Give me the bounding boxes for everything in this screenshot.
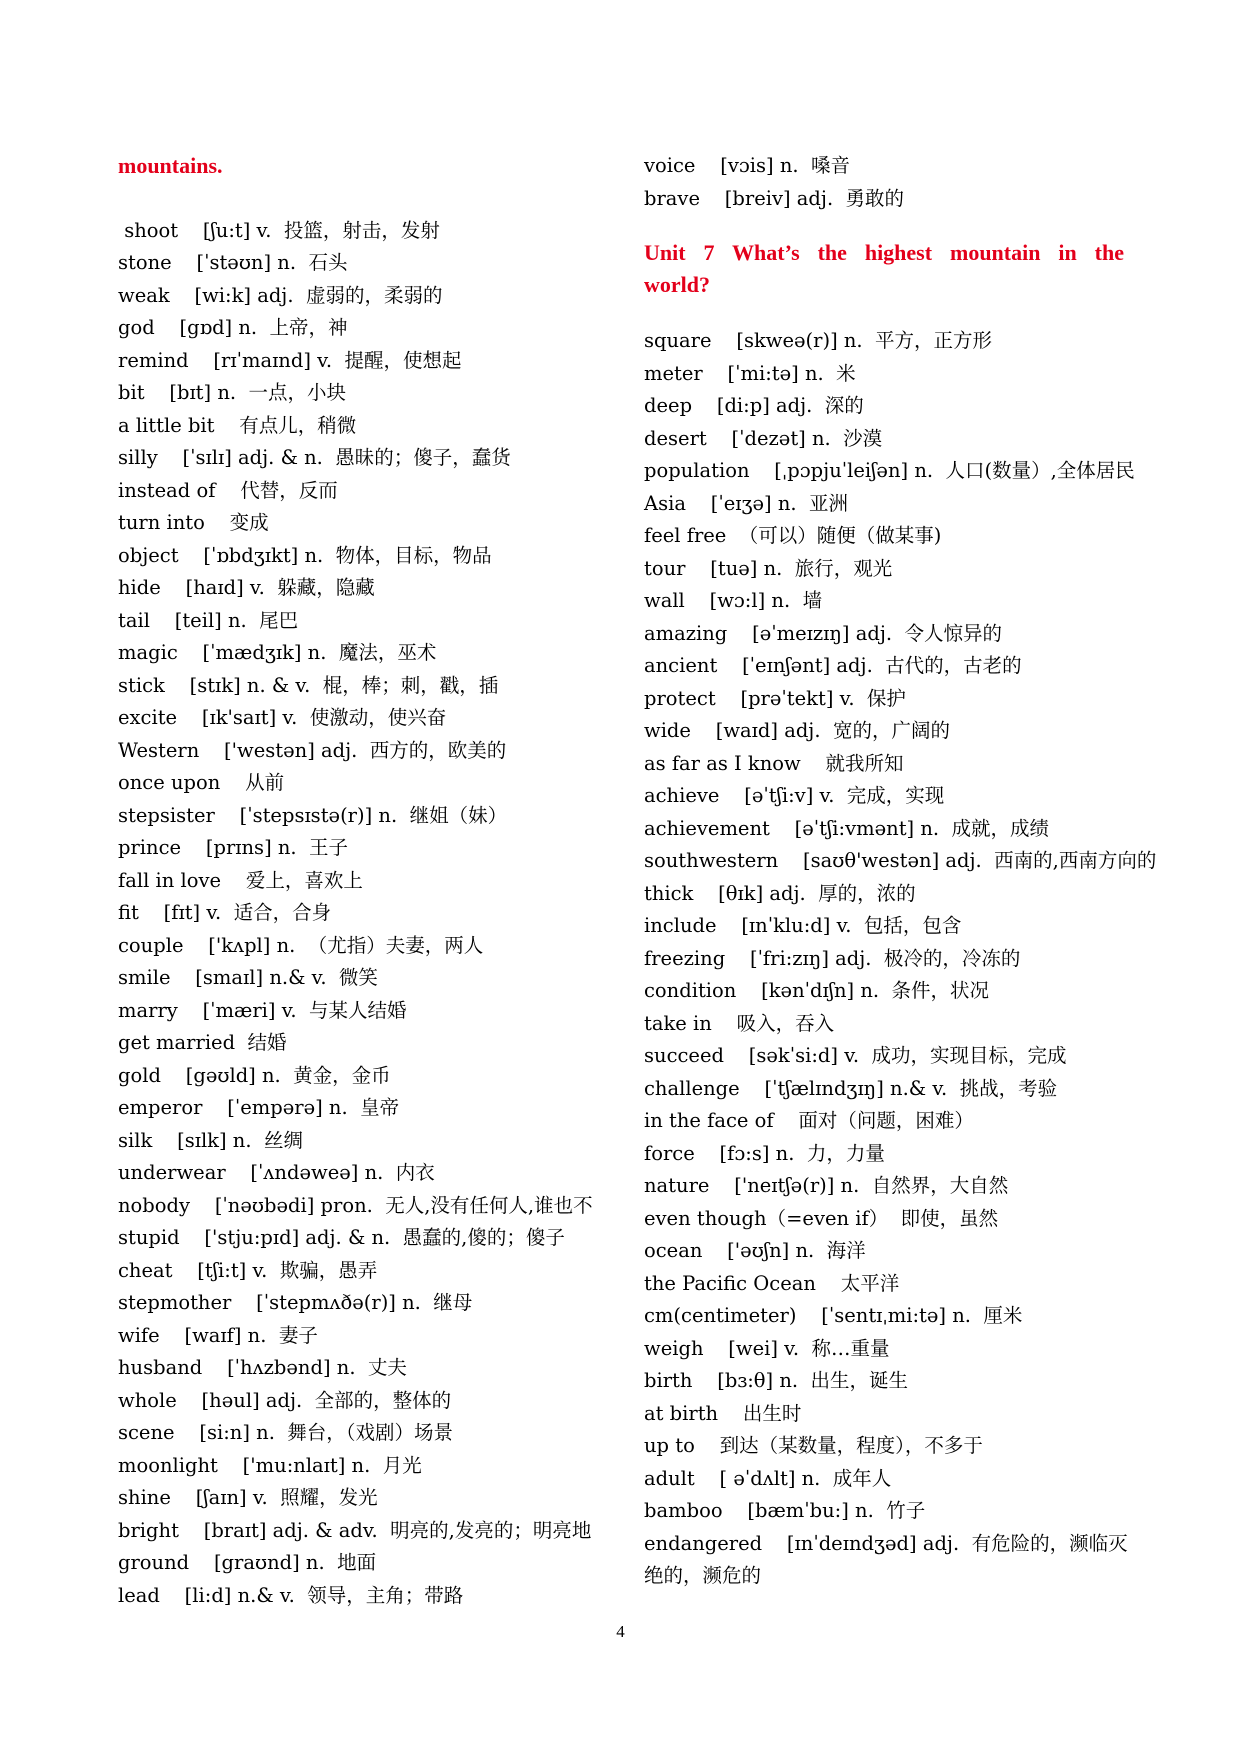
vocabulary-entry: wide [waɪd] adj. 宽的，广阔的 (644, 719, 950, 742)
page-number: 4 (616, 1622, 625, 1641)
vocabulary-entry: tail [teil] n. 尾巴 (118, 608, 299, 632)
right-column (644, 150, 1157, 1593)
vocabulary-entry: a little bit 有点儿，稍微 (118, 413, 357, 437)
vocabulary-list-right-top (644, 150, 1144, 215)
vocabulary-entry: underwear [ˈʌndəweə] n. 内衣 (118, 1161, 435, 1184)
vocabulary-entry: moonlight ['mu:nlaɪt] n. 月光 (118, 1453, 422, 1477)
vocabulary-entry: thick [θɪk] adj. 厚的，浓的 (644, 881, 916, 905)
vocabulary-entry: even though（=even if） 即使，虽然 (644, 1206, 999, 1230)
spacer (644, 301, 1144, 325)
vocabulary-entry: lead [li:d] n.& v. 领导，主角；带路 (118, 1583, 464, 1607)
vocabulary-entry: hide [haɪd] v. 躲藏，隐藏 (118, 576, 375, 599)
vocabulary-entry: smile [smaɪl] n.& v. 微笑 (118, 966, 378, 989)
vocabulary-entry: stepmother [ˈstepmʌðə(r)] n. 继母 (118, 1291, 473, 1314)
vocabulary-entry: bamboo [bæmˈbu:] n. 竹子 (644, 1499, 926, 1522)
vocabulary-entry: population [ˌpɔpjuˈleiʃən] n. 人口(数量）,全体居民 (644, 459, 1135, 482)
vocabulary-entry: stone [ˈstəʊn] n. 石头 (118, 251, 348, 274)
vocabulary-entry: remind [rɪˈmaɪnd] v. 提醒，使想起 (118, 348, 462, 372)
vocabulary-entry: up to 到达（某数量，程度），不多于 (644, 1434, 983, 1457)
vocabulary-entry: weigh [wei] v. 称…重量 (644, 1336, 890, 1360)
vocabulary-entry: emperor [ˈempərə] n. 皇帝 (118, 1096, 400, 1119)
vocabulary-entry: achievement [əˈtʃi:vmənt] n. 成就，成绩 (644, 816, 1050, 840)
vocabulary-entry: cheat [tʃi:t] v. 欺骗，愚弄 (118, 1258, 378, 1282)
vocabulary-entry: stepsister [ˈstepsɪstə(r)] n. 继姐（妹） (118, 803, 508, 827)
vocabulary-entry: fit [fɪt] v. 适合，合身 (118, 901, 332, 924)
vocabulary-entry: shoot [ʃu:t] v. 投篮，射击，发射 (118, 218, 440, 242)
vocabulary-entry: god [gɒd] n. 上帝，神 (118, 316, 348, 339)
vocabulary-entry: as far as I know 就我所知 (644, 751, 904, 775)
vocabulary-list-left (118, 215, 618, 1613)
vocabulary-entry: excite [ɪk'saɪt] v. 使激动，使兴奋 (118, 706, 447, 729)
vocabulary-entry: square [skweə(r)] n. 平方，正方形 (644, 329, 993, 352)
vocabulary-entry: nature ['neɪtʃə(r)] n. 自然界，大自然 (644, 1174, 1009, 1197)
vocabulary-entry: take in 吸入，吞入 (644, 1011, 835, 1035)
vocabulary-entry: couple ['kʌpl] n. （尤指）夫妻，两人 (118, 933, 484, 957)
vocabulary-entry: marry [ˈmæri] v. 与某人结婚 (118, 998, 407, 1022)
vocabulary-entry: force [fɔ:s] n. 力，力量 (644, 1141, 885, 1165)
vocabulary-entry: object [ˈɒbdʒɪkt] n. 物体，目标，物品 (118, 543, 492, 567)
vocabulary-entry: wall [wɔ:l] n. 墙 (644, 589, 823, 612)
vocabulary-entry: southwestern [saʊθ'westən] adj. 西南的,西南方向的 (644, 849, 1157, 872)
vocabulary-entry: husband [ˈhʌzbənd] n. 丈夫 (118, 1356, 407, 1379)
vocabulary-entry: Western ['westən] adj. 西方的，欧美的 (118, 738, 507, 762)
spacer (644, 215, 1144, 237)
vocabulary-entry: deep [di:p] adj. 深的 (644, 394, 864, 417)
vocabulary-entry: brave [breiv] adj. 勇敢的 (644, 186, 905, 210)
vocabulary-entry: condition [kənˈdɪʃn] n. 条件，状况 (644, 979, 990, 1002)
spacer (118, 182, 618, 215)
vocabulary-entry: gold [gəʊld] n. 黄金，金币 (118, 1063, 391, 1087)
vocabulary-entry: desert [ˈdezət] n. 沙漠 (644, 426, 883, 450)
vocabulary-entry: Asia [ˈeɪʒə] n. 亚洲 (644, 491, 848, 515)
vocabulary-entry: stick [stɪk] n. & v. 棍，棒；刺，戳，插 (118, 673, 499, 697)
vocabulary-entry: endangered [ɪnˈdeɪndʒəd] adj. 有危险的，濒临灭绝的，濒危的 (644, 1531, 1128, 1587)
vocabulary-entry: challenge [ˈtʃælɪndʒɪŋ] n.& v. 挑战，考验 (644, 1076, 1058, 1100)
vocabulary-entry: include [ɪnˈklu:d] v. 包括，包含 (644, 914, 962, 937)
vocabulary-entry: scene [si:n] n. 舞台，（戏剧）场景 (118, 1421, 454, 1444)
vocabulary-entry: wife [waɪf] n. 妻子 (118, 1323, 318, 1347)
vocabulary-entry: ground [graʊnd] n. 地面 (118, 1551, 377, 1574)
vocabulary-entry: amazing [əˈmeɪzɪŋ] adj. 令人惊异的 (644, 621, 1002, 645)
vocabulary-entry: shine [ʃaɪn] v. 照耀，发光 (118, 1486, 378, 1509)
vocabulary-entry: feel free （可以）随便（做某事) (644, 524, 942, 547)
vocabulary-entry: fall in love 爱上，喜欢上 (118, 868, 363, 892)
vocabulary-list-right (644, 325, 1157, 1593)
vocabulary-entry: protect [prəˈtekt] v. 保护 (644, 686, 906, 710)
vocabulary-entry: ocean ['əʊʃn] n. 海洋 (644, 1239, 866, 1262)
vocabulary-entry: magic [ˈmædʒɪk] n. 魔法，巫术 (118, 641, 437, 664)
vocabulary-entry: silly [ˈsɪlɪ] adj. & n. 愚昧的；傻子，蠢货 (118, 446, 511, 469)
vocabulary-entry: voice [vɔis] n. 嗓音 (644, 154, 850, 177)
vocabulary-entry: in the face of 面对（问题，困难） (644, 1109, 974, 1132)
vocabulary-entry: nobody [ˈnəʊbədi] pron. 无人,没有任何人,谁也不 (118, 1193, 593, 1217)
vocabulary-entry: get married 结婚 (118, 1031, 287, 1054)
vocabulary-entry: meter [ˈmi:tə] n. 米 (644, 361, 856, 385)
vocabulary-entry: once upon 从前 (118, 771, 285, 794)
vocabulary-entry: freezing [ˈfri:zɪŋ] adj. 极冷的，冷冻的 (644, 946, 1021, 970)
vocabulary-entry: tour [tuə] n. 旅行，观光 (644, 556, 893, 580)
vocabulary-entry: prince [prɪns] n. 王子 (118, 836, 349, 859)
vocabulary-entry: turn into 变成 (118, 511, 269, 534)
vocabulary-entry: adult [ əˈdʌlt] n. 成年人 (644, 1466, 892, 1490)
vocabulary-entry: succeed [səkˈsi:d] v. 成功，实现目标，完成 (644, 1044, 1067, 1067)
vocabulary-entry: cm(centimeter) [ˈsentɪˌmi:tə] n. 厘米 (644, 1304, 1023, 1327)
vocabulary-entry: birth [bɜ:θ] n. 出生，诞生 (644, 1369, 909, 1392)
section-heading-left: mountains. (118, 153, 223, 178)
vocabulary-entry: silk [sɪlk] n. 丝绸 (118, 1128, 303, 1152)
vocabulary-entry: at birth 出生时 (644, 1401, 802, 1425)
unit-7-heading: Unit 7 What’s the highest mountain in the world? (644, 240, 1124, 297)
vocabulary-entry: achieve [əˈtʃi:v] v. 完成，实现 (644, 784, 945, 807)
left-column (118, 150, 618, 1612)
vocabulary-entry: whole [həul] adj. 全部的，整体的 (118, 1388, 452, 1412)
vocabulary-entry: ancient [ˈeɪnʃənt] adj. 古代的，古老的 (644, 654, 1022, 677)
vocabulary-entry: bright [braɪt] adj. & adv. 明亮的,发亮的；明亮地 (118, 1518, 592, 1542)
vocabulary-entry: weak [wi:k] adj. 虚弱的，柔弱的 (118, 283, 443, 307)
vocabulary-entry: instead of 代替，反而 (118, 478, 338, 502)
vocabulary-entry: the Pacific Ocean 太平洋 (644, 1271, 900, 1295)
vocabulary-entry: stupid ['stju:pɪd] adj. & n. 愚蠢的,傻的；傻子 (118, 1226, 565, 1249)
vocabulary-entry: bit [bɪt] n. 一点，小块 (118, 381, 346, 404)
